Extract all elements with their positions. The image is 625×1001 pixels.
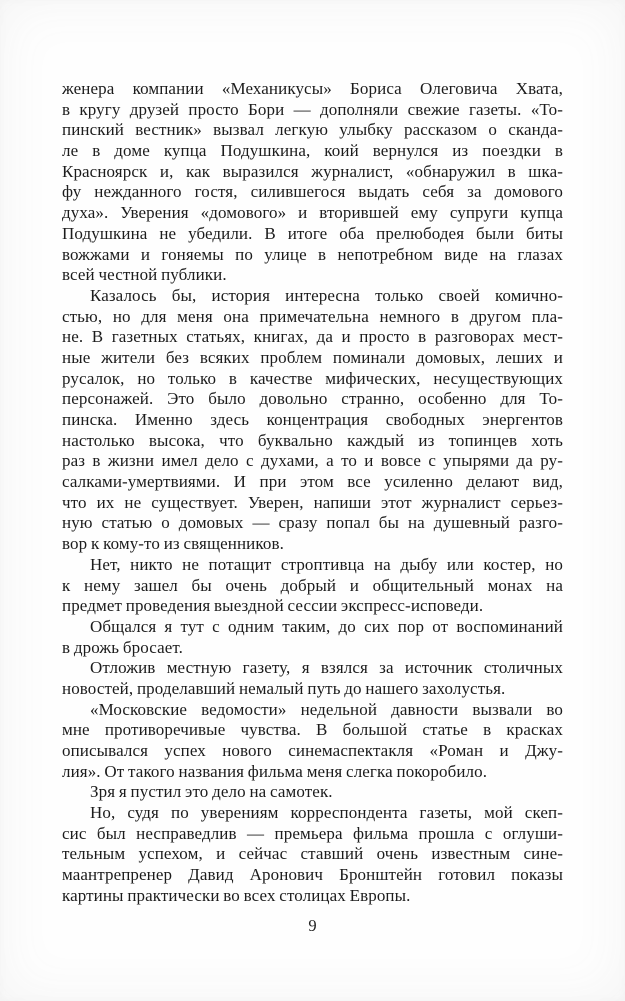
text-line: в кругу друзей просто Бори — дополняли свежие газеты. «То-: [62, 99, 563, 119]
text-line: Красноярск и, как выразился журналист, «обнаружил в шка-: [62, 161, 563, 181]
text-line: не. В газетных статьях, книгах, да и просто в разговорах мест-: [62, 327, 563, 347]
text-line: раз в жизни имел дело с духами, а то и вовсе с упырями да ру-: [62, 451, 563, 471]
paragraph: [62, 658, 563, 699]
text-line: Казалось бы, история интересна только своей комично-: [90, 285, 563, 305]
text-line: «Московские ведомости» недельной давности вызвали во: [90, 699, 563, 719]
paragraph: [62, 79, 563, 286]
text-line: салками-умертвиями. И при этом все усиленно делают вид,: [62, 472, 563, 492]
text-line: пинска. Именно здесь концентрация свободных энергентов: [62, 410, 563, 429]
paragraph: [62, 803, 563, 906]
text-line: всей честной публики.: [62, 265, 227, 285]
text-line: фу нежданного гостя, силившегося выдать себя за домового: [62, 182, 563, 202]
text-line: к нему зашел бы очень добрый и общительный монах на: [62, 575, 563, 595]
paragraph: [62, 286, 563, 555]
text-line: настолько высока, что буквально каждый из топинцев хоть: [62, 430, 563, 450]
text-line: лия». От такого названия фильма меня слегка покоробило.: [62, 761, 488, 781]
paragraph: [62, 782, 563, 803]
text-line: предмет проведения выездной сессии экспресс-исповеди.: [62, 596, 484, 616]
text-line: мне противоречивые чувства. В большой статье в красках: [62, 720, 563, 740]
text-line: ные жители без всяких проблем поминали домовых, леших и: [62, 347, 563, 367]
paragraph: [62, 700, 563, 783]
text-line: персонажей. Это было довольно странно, особенно для То-: [62, 389, 563, 409]
text-line: маантрепренер Давид Аронович Бронштейн готовил показы: [62, 865, 563, 885]
text-line: женера компании «Механикусы» Бориса Олеговича Хвата,: [62, 79, 563, 98]
text-line: вожжами и гоняемы по улице в непотребном виде на глазах: [62, 244, 563, 264]
text-line: Общался я тут с одним таким, до сих пор от воспоминаний: [90, 616, 563, 636]
text-line: стью, но для меня она примечательна немного в другом пла-: [62, 306, 563, 326]
text-line: сис был несправедлив — премьера фильма прошла с оглуши-: [62, 823, 563, 843]
text-line: вор к кому-то из священников.: [62, 534, 284, 554]
text-line: в дрожь бросает.: [62, 637, 183, 657]
text-line: картины практически во всех столицах Европы.: [62, 885, 411, 905]
text-line: описывался успех нового синемаспектакля «Роман и Джу-: [62, 741, 563, 760]
text-line: Нет, никто не потащит строптивца на дыбу или костер, но: [90, 554, 563, 574]
text-line: тельным успехом, и сейчас ставший очень известным сине-: [62, 844, 563, 864]
text-line: Подушкина не убедили. В итоге оба прелюбодея были биты: [62, 223, 563, 243]
text-line: духа». Уверения «домового» и вторившей ему супруги купца: [62, 203, 563, 223]
text-block: [62, 79, 563, 907]
text-line: ле в доме купца Подушкина, коий вернулся из поездки в: [62, 141, 563, 161]
text-line: что их не существует. Уверен, напиши этот журналист серьез-: [62, 492, 563, 512]
text-line: ную статью о домовых — сразу попал бы на душевный разго-: [62, 513, 563, 533]
text-line: Но, судя по уверениям корреспондента газеты, мой скеп-: [90, 803, 563, 823]
text-line: Зря я пустил это дело на самотек.: [90, 782, 333, 802]
text-line: Отложив местную газету, я взялся за источник столичных: [90, 658, 563, 678]
paragraph: [62, 617, 563, 658]
text-line: пинский вестник» вызвал легкую улыбку рассказом о сканда-: [62, 120, 563, 140]
text-line: новостей, проделавший немалый путь до нашего захолустья.: [62, 678, 506, 698]
page-number: 9: [308, 916, 317, 935]
paragraph: [62, 555, 563, 617]
text-line: русалок, но только в качестве мифических, несуществующих: [62, 368, 563, 388]
